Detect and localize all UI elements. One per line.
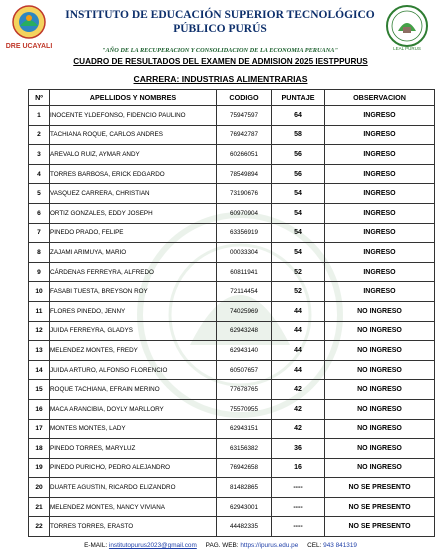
table-row xyxy=(29,341,435,361)
student-score: 42 xyxy=(272,380,325,400)
student-score: ---- xyxy=(272,517,325,537)
student-observation: NO INGRESO xyxy=(325,301,435,321)
student-score: 44 xyxy=(272,341,325,361)
student-score: 56 xyxy=(272,164,325,184)
student-name: ZAJAMI ARIMUYA, MARIO xyxy=(50,243,217,263)
student-name: CÁRDENAS FERREYRA, ALFREDO xyxy=(50,262,217,282)
phone-label: CEL: xyxy=(307,542,322,549)
row-number: 18 xyxy=(29,439,50,459)
student-name: ORTIZ GONZALES, EDDY JOSEPH xyxy=(50,203,217,223)
row-number: 16 xyxy=(29,399,50,419)
student-code: 78549894 xyxy=(217,164,272,184)
contact-footer xyxy=(0,542,441,549)
student-name: ROQUE TACHIANA, EFRAIN MERINO xyxy=(50,380,217,400)
student-observation: NO INGRESO xyxy=(325,380,435,400)
student-code: 73190676 xyxy=(217,184,272,204)
row-number: 7 xyxy=(29,223,50,243)
student-observation: INGRESO xyxy=(325,262,435,282)
student-observation: NO INGRESO xyxy=(325,399,435,419)
student-score: 54 xyxy=(272,203,325,223)
student-observation: NO SE PRESENTO xyxy=(325,478,435,498)
student-code: 72114454 xyxy=(217,282,272,302)
student-name: INOCENTE YLDEFONSO, FIDENCIO PAULINO xyxy=(50,106,217,126)
table-row xyxy=(29,164,435,184)
table-row xyxy=(29,184,435,204)
student-observation: NO INGRESO xyxy=(325,458,435,478)
student-observation: INGRESO xyxy=(325,125,435,145)
student-score: 64 xyxy=(272,106,325,126)
student-name: AREVALO RUIZ, AYMAR ANDY xyxy=(50,145,217,165)
row-number: 6 xyxy=(29,203,50,223)
student-name: PINEDO TORRES, MARYLUZ xyxy=(50,439,217,459)
student-code: 00033304 xyxy=(217,243,272,263)
email-label: E-MAIL: xyxy=(84,542,108,549)
table-row xyxy=(29,497,435,517)
table-row xyxy=(29,243,435,263)
student-code: 76942658 xyxy=(217,458,272,478)
row-number: 10 xyxy=(29,282,50,302)
student-score: 52 xyxy=(272,262,325,282)
header-code: CODIGO xyxy=(217,90,272,106)
student-score: 56 xyxy=(272,145,325,165)
student-name: JUIDA ARTURO, ALFONSO FLORENCIO xyxy=(50,360,217,380)
row-number: 14 xyxy=(29,360,50,380)
row-number: 8 xyxy=(29,243,50,263)
student-score: 44 xyxy=(272,360,325,380)
table-row xyxy=(29,458,435,478)
table-row xyxy=(29,262,435,282)
student-observation: NO INGRESO xyxy=(325,360,435,380)
student-code: 60811941 xyxy=(217,262,272,282)
student-name: MACA ARANCIBIA, DOYLY MARLLORY xyxy=(50,399,217,419)
student-score: 54 xyxy=(272,184,325,204)
table-row xyxy=(29,282,435,302)
student-score: 42 xyxy=(272,399,325,419)
student-code: 60970904 xyxy=(217,203,272,223)
institution-name-sub: PÚBLICO PURÚS xyxy=(173,23,267,35)
web-label: PAG. WEB: xyxy=(205,542,239,549)
student-name: FLORES PINEDO, JENNY xyxy=(50,301,217,321)
student-code: 74025969 xyxy=(217,301,272,321)
table-row xyxy=(29,399,435,419)
student-observation: NO SE PRESENTO xyxy=(325,517,435,537)
table-row xyxy=(29,419,435,439)
student-observation: INGRESO xyxy=(325,203,435,223)
table-row xyxy=(29,223,435,243)
student-observation: INGRESO xyxy=(325,223,435,243)
student-code: 62943248 xyxy=(217,321,272,341)
student-observation: NO INGRESO xyxy=(325,321,435,341)
student-name: TORRES BARBOSA, ERICK EDGARDO xyxy=(50,164,217,184)
student-observation: INGRESO xyxy=(325,164,435,184)
row-number: 15 xyxy=(29,380,50,400)
header-score: PUNTAJE xyxy=(272,90,325,106)
student-code: 76942787 xyxy=(217,125,272,145)
student-name: DUARTE AGUSTIN, RICARDO ELIZANDRO xyxy=(50,478,217,498)
student-name: JUIDA FERREYRA, GLADYS xyxy=(50,321,217,341)
student-observation: NO SE PRESENTO xyxy=(325,497,435,517)
student-score: 54 xyxy=(272,223,325,243)
student-score: ---- xyxy=(272,478,325,498)
table-header-row xyxy=(29,90,435,106)
table-row xyxy=(29,203,435,223)
student-code: 77678765 xyxy=(217,380,272,400)
row-number: 19 xyxy=(29,458,50,478)
results-table-body xyxy=(29,106,435,537)
table-row xyxy=(29,380,435,400)
career-title: CARRERA: INDUSTRIAS ALIMENTRARIAS xyxy=(133,74,308,84)
row-number: 1 xyxy=(29,106,50,126)
row-number: 9 xyxy=(29,262,50,282)
student-code: 62943001 xyxy=(217,497,272,517)
student-name: MELENDEZ MONTES, FREDY xyxy=(50,341,217,361)
student-name: PINEDO PURICHO, PEDRO ALEJANDRO xyxy=(50,458,217,478)
student-score: 44 xyxy=(272,321,325,341)
dre-ucayali-logo xyxy=(6,4,52,58)
document-title: CUADRO DE RESULTADOS DEL EXAMEN DE ADMISION 2025 IESTPPURUS xyxy=(73,57,368,66)
student-code: 60507657 xyxy=(217,360,272,380)
student-observation: INGRESO xyxy=(325,145,435,165)
row-number: 3 xyxy=(29,145,50,165)
year-motto: "AÑO DE LA RECUPERACION Y CONSOLIDACION DE LA ECONOMIA PERUANA" xyxy=(101,47,338,54)
student-code: 62943140 xyxy=(217,341,272,361)
student-observation: NO INGRESO xyxy=(325,341,435,361)
row-number: 13 xyxy=(29,341,50,361)
student-score: 58 xyxy=(272,125,325,145)
table-row xyxy=(29,478,435,498)
student-score: 44 xyxy=(272,301,325,321)
student-observation: NO INGRESO xyxy=(325,439,435,459)
institution-name: INSTITUTO DE EDUCACIÓN SUPERIOR TECNOLÓGICO xyxy=(65,9,375,21)
table-row xyxy=(29,106,435,126)
table-row xyxy=(29,321,435,341)
student-code: 75570955 xyxy=(217,399,272,419)
row-number: 22 xyxy=(29,517,50,537)
student-name: MELENDEZ MONTES, NANCY VIVIANA xyxy=(50,497,217,517)
header-number: Nº xyxy=(29,90,50,106)
row-number: 4 xyxy=(29,164,50,184)
table-row xyxy=(29,517,435,537)
student-score: 16 xyxy=(272,458,325,478)
student-code: 44482335 xyxy=(217,517,272,537)
row-number: 2 xyxy=(29,125,50,145)
student-code: 62943151 xyxy=(217,419,272,439)
header-name: APELLIDOS Y NOMBRES xyxy=(50,90,217,106)
student-name: VASQUEZ CARRERA, CHRISTIAN xyxy=(50,184,217,204)
student-observation: INGRESO xyxy=(325,282,435,302)
student-score: 42 xyxy=(272,419,325,439)
student-score: 52 xyxy=(272,282,325,302)
header-observation: OBSERVACION xyxy=(325,90,435,106)
table-row xyxy=(29,301,435,321)
results-table xyxy=(28,89,435,537)
phone-number: 943 841319 xyxy=(323,542,357,549)
student-name: MONTES MONTES, LADY xyxy=(50,419,217,439)
student-score: 54 xyxy=(272,243,325,263)
student-code: 63156382 xyxy=(217,439,272,459)
row-number: 17 xyxy=(29,419,50,439)
student-score: 36 xyxy=(272,439,325,459)
student-score: ---- xyxy=(272,497,325,517)
student-observation: INGRESO xyxy=(325,106,435,126)
student-observation: INGRESO xyxy=(325,184,435,204)
student-code: 60266051 xyxy=(217,145,272,165)
row-number: 5 xyxy=(29,184,50,204)
student-observation: NO INGRESO xyxy=(325,419,435,439)
row-number: 12 xyxy=(29,321,50,341)
table-row xyxy=(29,145,435,165)
table-row xyxy=(29,439,435,459)
student-code: 63356919 xyxy=(217,223,272,243)
row-number: 11 xyxy=(29,301,50,321)
logo-left-text: DRE UCAYALI xyxy=(6,43,52,50)
row-number: 20 xyxy=(29,478,50,498)
document-header xyxy=(0,0,441,60)
student-observation: INGRESO xyxy=(325,243,435,263)
student-name: PINEDO PRADO, FELIPE xyxy=(50,223,217,243)
logo-right-text: LEAL PURUS xyxy=(393,46,421,51)
table-row xyxy=(29,125,435,145)
institute-seal-logo xyxy=(382,3,432,53)
student-name: TACHIANA ROQUE, CARLOS ANDRES xyxy=(50,125,217,145)
student-code: 75947597 xyxy=(217,106,272,126)
student-code: 81482865 xyxy=(217,478,272,498)
student-name: FASABI TUESTA, BREYSON ROY xyxy=(50,282,217,302)
row-number: 21 xyxy=(29,497,50,517)
table-row xyxy=(29,360,435,380)
student-name: TORRES TORRES, ERASTO xyxy=(50,517,217,537)
email-link[interactable]: institutopurus2023@gmail.com xyxy=(108,542,197,549)
web-link[interactable]: https://ipurus.edu.pe xyxy=(240,542,299,549)
